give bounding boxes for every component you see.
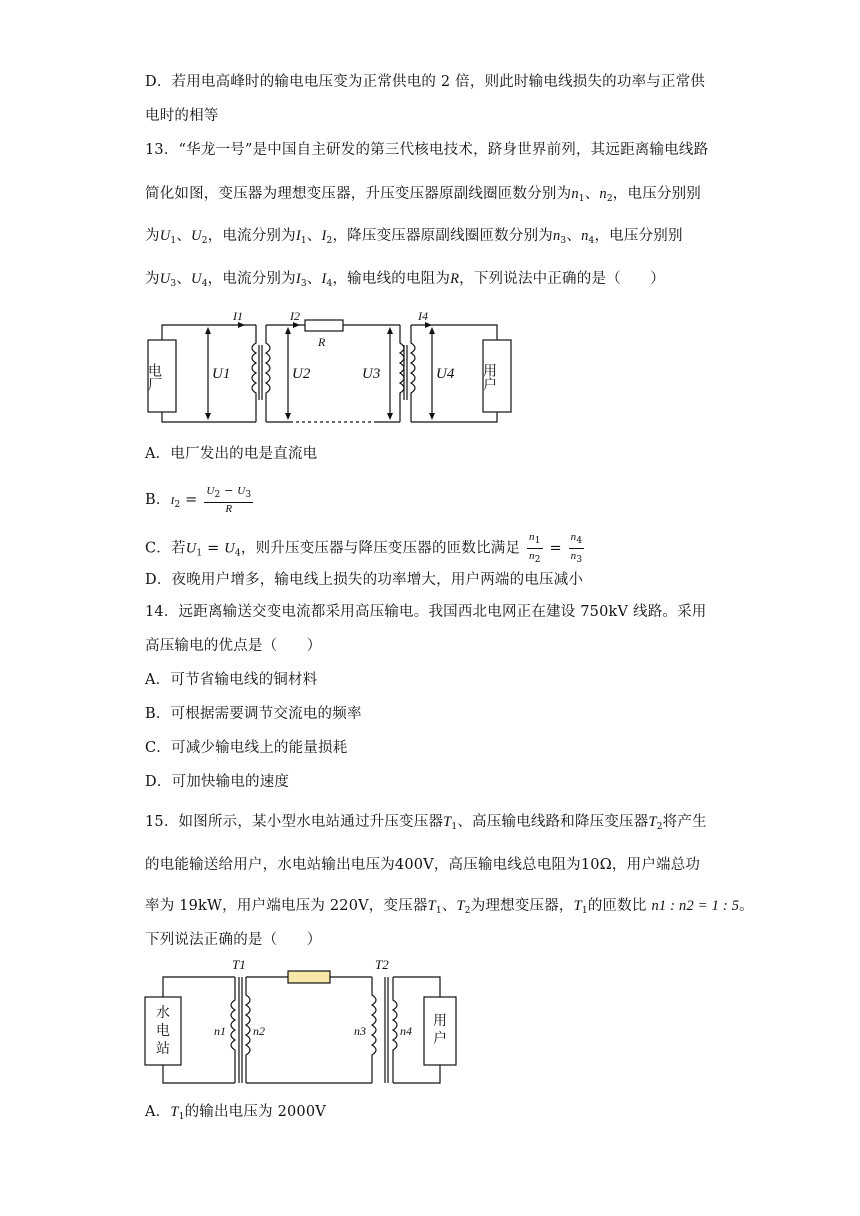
q15-stem-line3: 率为 19kW，用户端电压为 220V，变压器$T_1$、$T_2$为理想变压器，$T_1$的匝数比 n1 : n2 = 1 : 5。 (145, 898, 754, 916)
q13-option-c: C．若$U_1 = U_4$，则升压变压器与降压变压器的匝数比满足 $\frac{n_1}{n_2}$ = $\frac{n_4}{n_3}$ (145, 531, 583, 565)
user-label-1: 用 (433, 1013, 447, 1029)
q14-option-c: C．可减少输电线上的能量损耗 (145, 740, 348, 756)
q13-circuit-diagram (140, 305, 520, 430)
q13-option-a: A．电厂发出的电是直流电 (145, 446, 318, 462)
t1-primary-coil (231, 977, 235, 1083)
station-label-2: 电 (156, 1023, 170, 1039)
q13-stem-line1: 13．“华龙一号”是中国自主研发的第三代核电技术，跻身世界前列，其远距离输电线路 (145, 142, 709, 158)
u1-label: U1 (212, 366, 231, 382)
transmission-resistor (288, 971, 330, 983)
resistor-r (305, 320, 343, 331)
station-label-3: 站 (156, 1041, 170, 1057)
t2-primary-coil (372, 977, 376, 1083)
q14-stem-line1: 14．远距离输送交变电流都采用高压输电。我国西北电网正在建设 750kV 线路。采用 (145, 604, 707, 620)
u4-label: U4 (436, 366, 455, 382)
u3-label: U3 (362, 366, 381, 382)
i4-label: I4 (418, 309, 428, 323)
t1-primary-coil (252, 325, 256, 422)
t1-secondary-coil (266, 325, 270, 422)
power-plant-label: 电厂 (146, 363, 162, 391)
n4-label: n4 (400, 1024, 412, 1038)
user-label: 用户 (481, 363, 497, 391)
q15-stem-line1: 15．如图所示，某小型水电站通过升压变压器$T_1$、高压输电线路和降压变压器$T_2$将产生 (145, 814, 707, 832)
user-label-2: 户 (433, 1031, 447, 1047)
t1-label: T1 (232, 957, 246, 972)
q12-option-d-line1: D．若用电高峰时的输电电压变为正常供电的 2 倍，则此时输电线损失的功率与正常供 (145, 74, 706, 90)
u2-label: U2 (292, 366, 311, 382)
i1-label: I1 (233, 309, 243, 323)
q15-stem-line2: 的电能输送给用户，水电站输出电压为400V，高压输电线总电阻为10Ω，用户端总功 (145, 857, 701, 873)
q14-stem-line2: 高压输电的优点是（ ） (145, 638, 322, 654)
t2-label: T2 (375, 957, 389, 972)
n2-label: n2 (253, 1024, 265, 1038)
q13-stem-line4: 为$U_3$、$U_4$，电流分别为$I_3$、$I_4$，输电线的电阻为R，下列说法中正确的是（ ） (145, 271, 665, 289)
i2-label: I2 (290, 309, 300, 323)
q12-option-d-line2: 电时的相等 (145, 108, 219, 124)
q14-option-d: D．可加快输电的速度 (145, 774, 290, 790)
t2-secondary-coil (393, 977, 397, 1083)
q14-option-a: A．可节省输电线的铜材料 (145, 672, 318, 688)
q13-stem-line2: 简化如图，变压器为理想变压器，升压变压器原副线圈匝数分别为$n_1$、$n_2$，电压分别别 (145, 186, 701, 204)
q15-ratio: n1 : n2 = 1 : 5 (651, 898, 740, 914)
q13-option-d: D．夜晚用户增多，输电线上损失的功率增大，用户两端的电压减小 (145, 572, 584, 588)
q15-option-a: A．$T_1$的输出电压为 2000V (145, 1104, 326, 1122)
r-label: R (318, 335, 326, 349)
q15-circuit-diagram (140, 955, 480, 1095)
q13-stem-line3: 为$U_1$、$U_2$，电流分别为$I_1$、$I_2$，降压变压器原副线圈匝数分别为$n_3$、$n_4$，电压分别别 (145, 228, 683, 246)
q14-option-b: B．可根据需要调节交流电的频率 (145, 706, 362, 722)
n1-label: n1 (214, 1024, 226, 1038)
t1-secondary-coil (246, 977, 250, 1083)
q13-option-b: B．$I_2$ = $\frac{U_2 - U_3}{R}$ (145, 484, 252, 515)
n3-label: n3 (354, 1024, 366, 1038)
t2-secondary-coil (411, 325, 415, 422)
station-label-1: 水 (156, 1005, 170, 1021)
q15-stem-line4: 下列说法正确的是（ ） (145, 932, 322, 948)
